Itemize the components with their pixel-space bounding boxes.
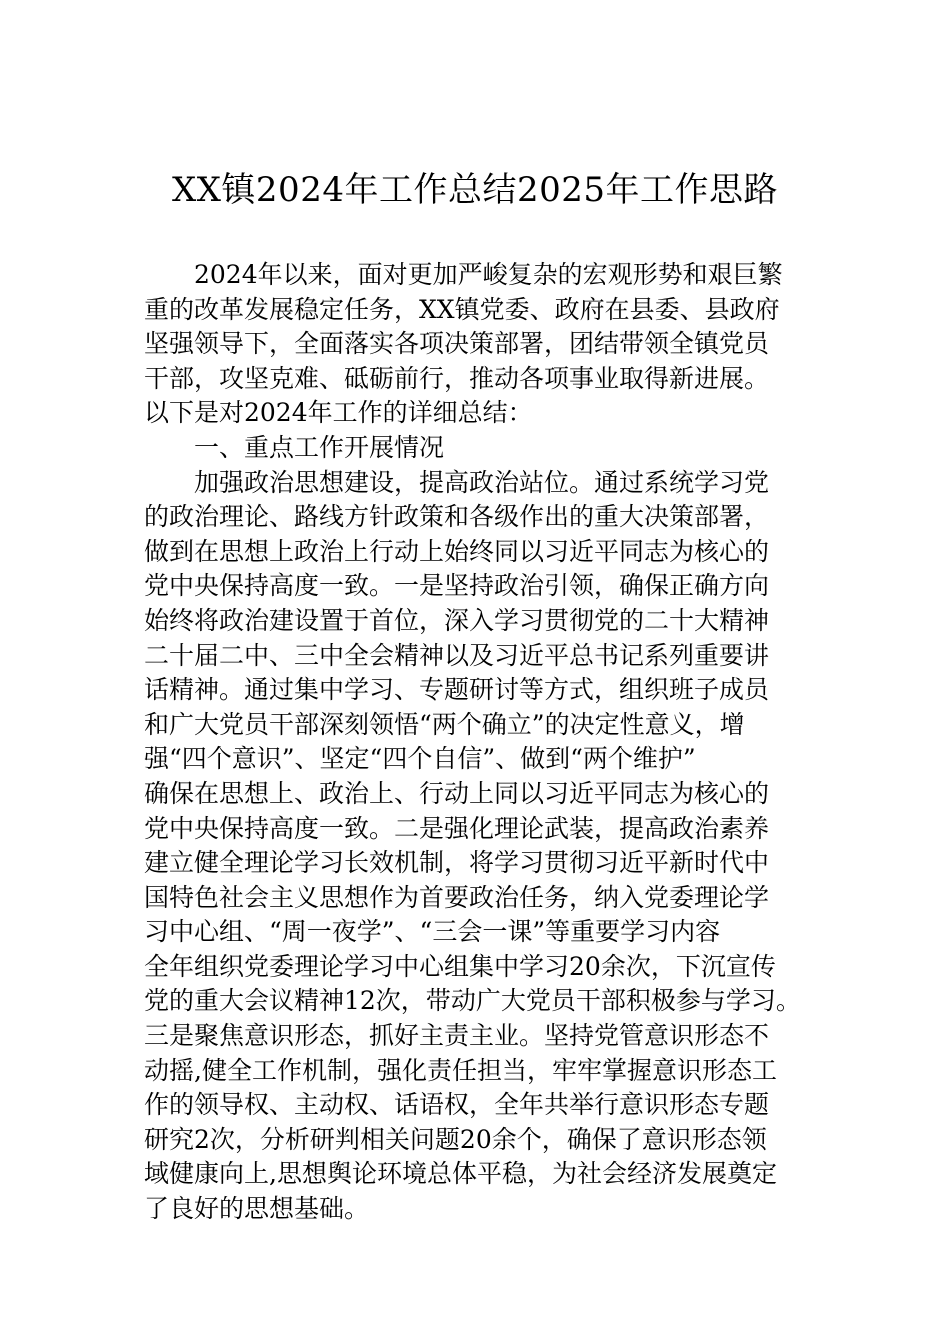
paragraph-line: 加强政治思想建设，提高政治站位。通过系统学习党 bbox=[194, 467, 770, 497]
paragraph-line: 的政治理论、路线方针政策和各级作出的重大决策部署， bbox=[144, 502, 770, 532]
paragraph-line: 三是聚焦意识形态，抓好主责主业。坚持党管意识形态不 bbox=[144, 1021, 770, 1051]
paragraph-line: 域健康向上,思想舆论环境总体平稳，为社会经济发展奠定 bbox=[144, 1159, 777, 1189]
document-body bbox=[144, 258, 814, 1227]
paragraph-line: 党中央保持高度一致。二是强化理论武装，提高政治素养 bbox=[144, 813, 770, 843]
document-title: XX镇2024年工作总结2025年工作思路 bbox=[172, 170, 778, 210]
paragraph-line: 二十届二中、三中全会精神以及习近平总书记系列重要讲 bbox=[144, 640, 770, 670]
paragraph-line: 始终将政治建设置于首位，深入学习贯彻党的二十大精神 bbox=[144, 605, 770, 635]
paragraph-line: 习中心组、“周一夜学”、“三会一课”等重要学习内容 bbox=[144, 917, 721, 947]
paragraph-line: 研究2次，分析研判相关问题20余个，确保了意识形态领 bbox=[144, 1124, 767, 1154]
paragraph-line: 了良好的思想基础。 bbox=[144, 1194, 370, 1224]
paragraph-line: 干部，攻坚克难、砥砺前行，推动各项事业取得新进展。 bbox=[144, 363, 770, 393]
section-heading: 一、重点工作开展情况 bbox=[194, 432, 445, 462]
paragraph-line: 2024年以来，面对更加严峻复杂的宏观形势和艰巨繁 bbox=[194, 260, 783, 289]
paragraph-line: 党中央保持高度一致。一是坚持政治引领，确保正确方向 bbox=[144, 571, 770, 601]
paragraph-line: 建立健全理论学习长效机制，将学习贯彻习近平新时代中 bbox=[144, 848, 770, 878]
paragraph-line: 坚强领导下，全面落实各项决策部署，团结带领全镇党员 bbox=[144, 329, 770, 359]
paragraph-line: 做到在思想上政治上行动上始终同以习近平同志为核心的 bbox=[144, 536, 770, 566]
paragraph-line: 强“四个意识”、坚定“四个自信”、做到“两个维护” bbox=[144, 744, 696, 774]
paragraph-line: 国特色社会主义思想作为首要政治任务，纳入党委理论学 bbox=[144, 882, 770, 912]
paragraph-line: 党的重大会议精神12次，带动广大党员干部积极参与学习。 bbox=[144, 986, 801, 1016]
paragraph-line: 作的领导权、主动权、话语权，全年共举行意识形态专题 bbox=[144, 1090, 770, 1120]
paragraph-line: 全年组织党委理论学习中心组集中学习20余次，下沉宣传 bbox=[144, 951, 776, 981]
paragraph-line: 确保在思想上、政治上、行动上同以习近平同志为核心的 bbox=[144, 778, 770, 808]
paragraph-line: 重的改革发展稳定任务，XX镇党委、政府在县委、县政府 bbox=[144, 294, 780, 324]
paragraph-line: 和广大党员干部深刻领悟“两个确立”的决定性意义，增 bbox=[144, 709, 745, 739]
paragraph-line: 动摇,健全工作机制，强化责任担当，牢牢掌握意识形态工 bbox=[144, 1055, 777, 1085]
paragraph-line: 话精神。通过集中学习、专题研讨等方式，组织班子成员 bbox=[144, 675, 770, 705]
paragraph-line: 以下是对2024年工作的详细总结： bbox=[144, 398, 533, 428]
